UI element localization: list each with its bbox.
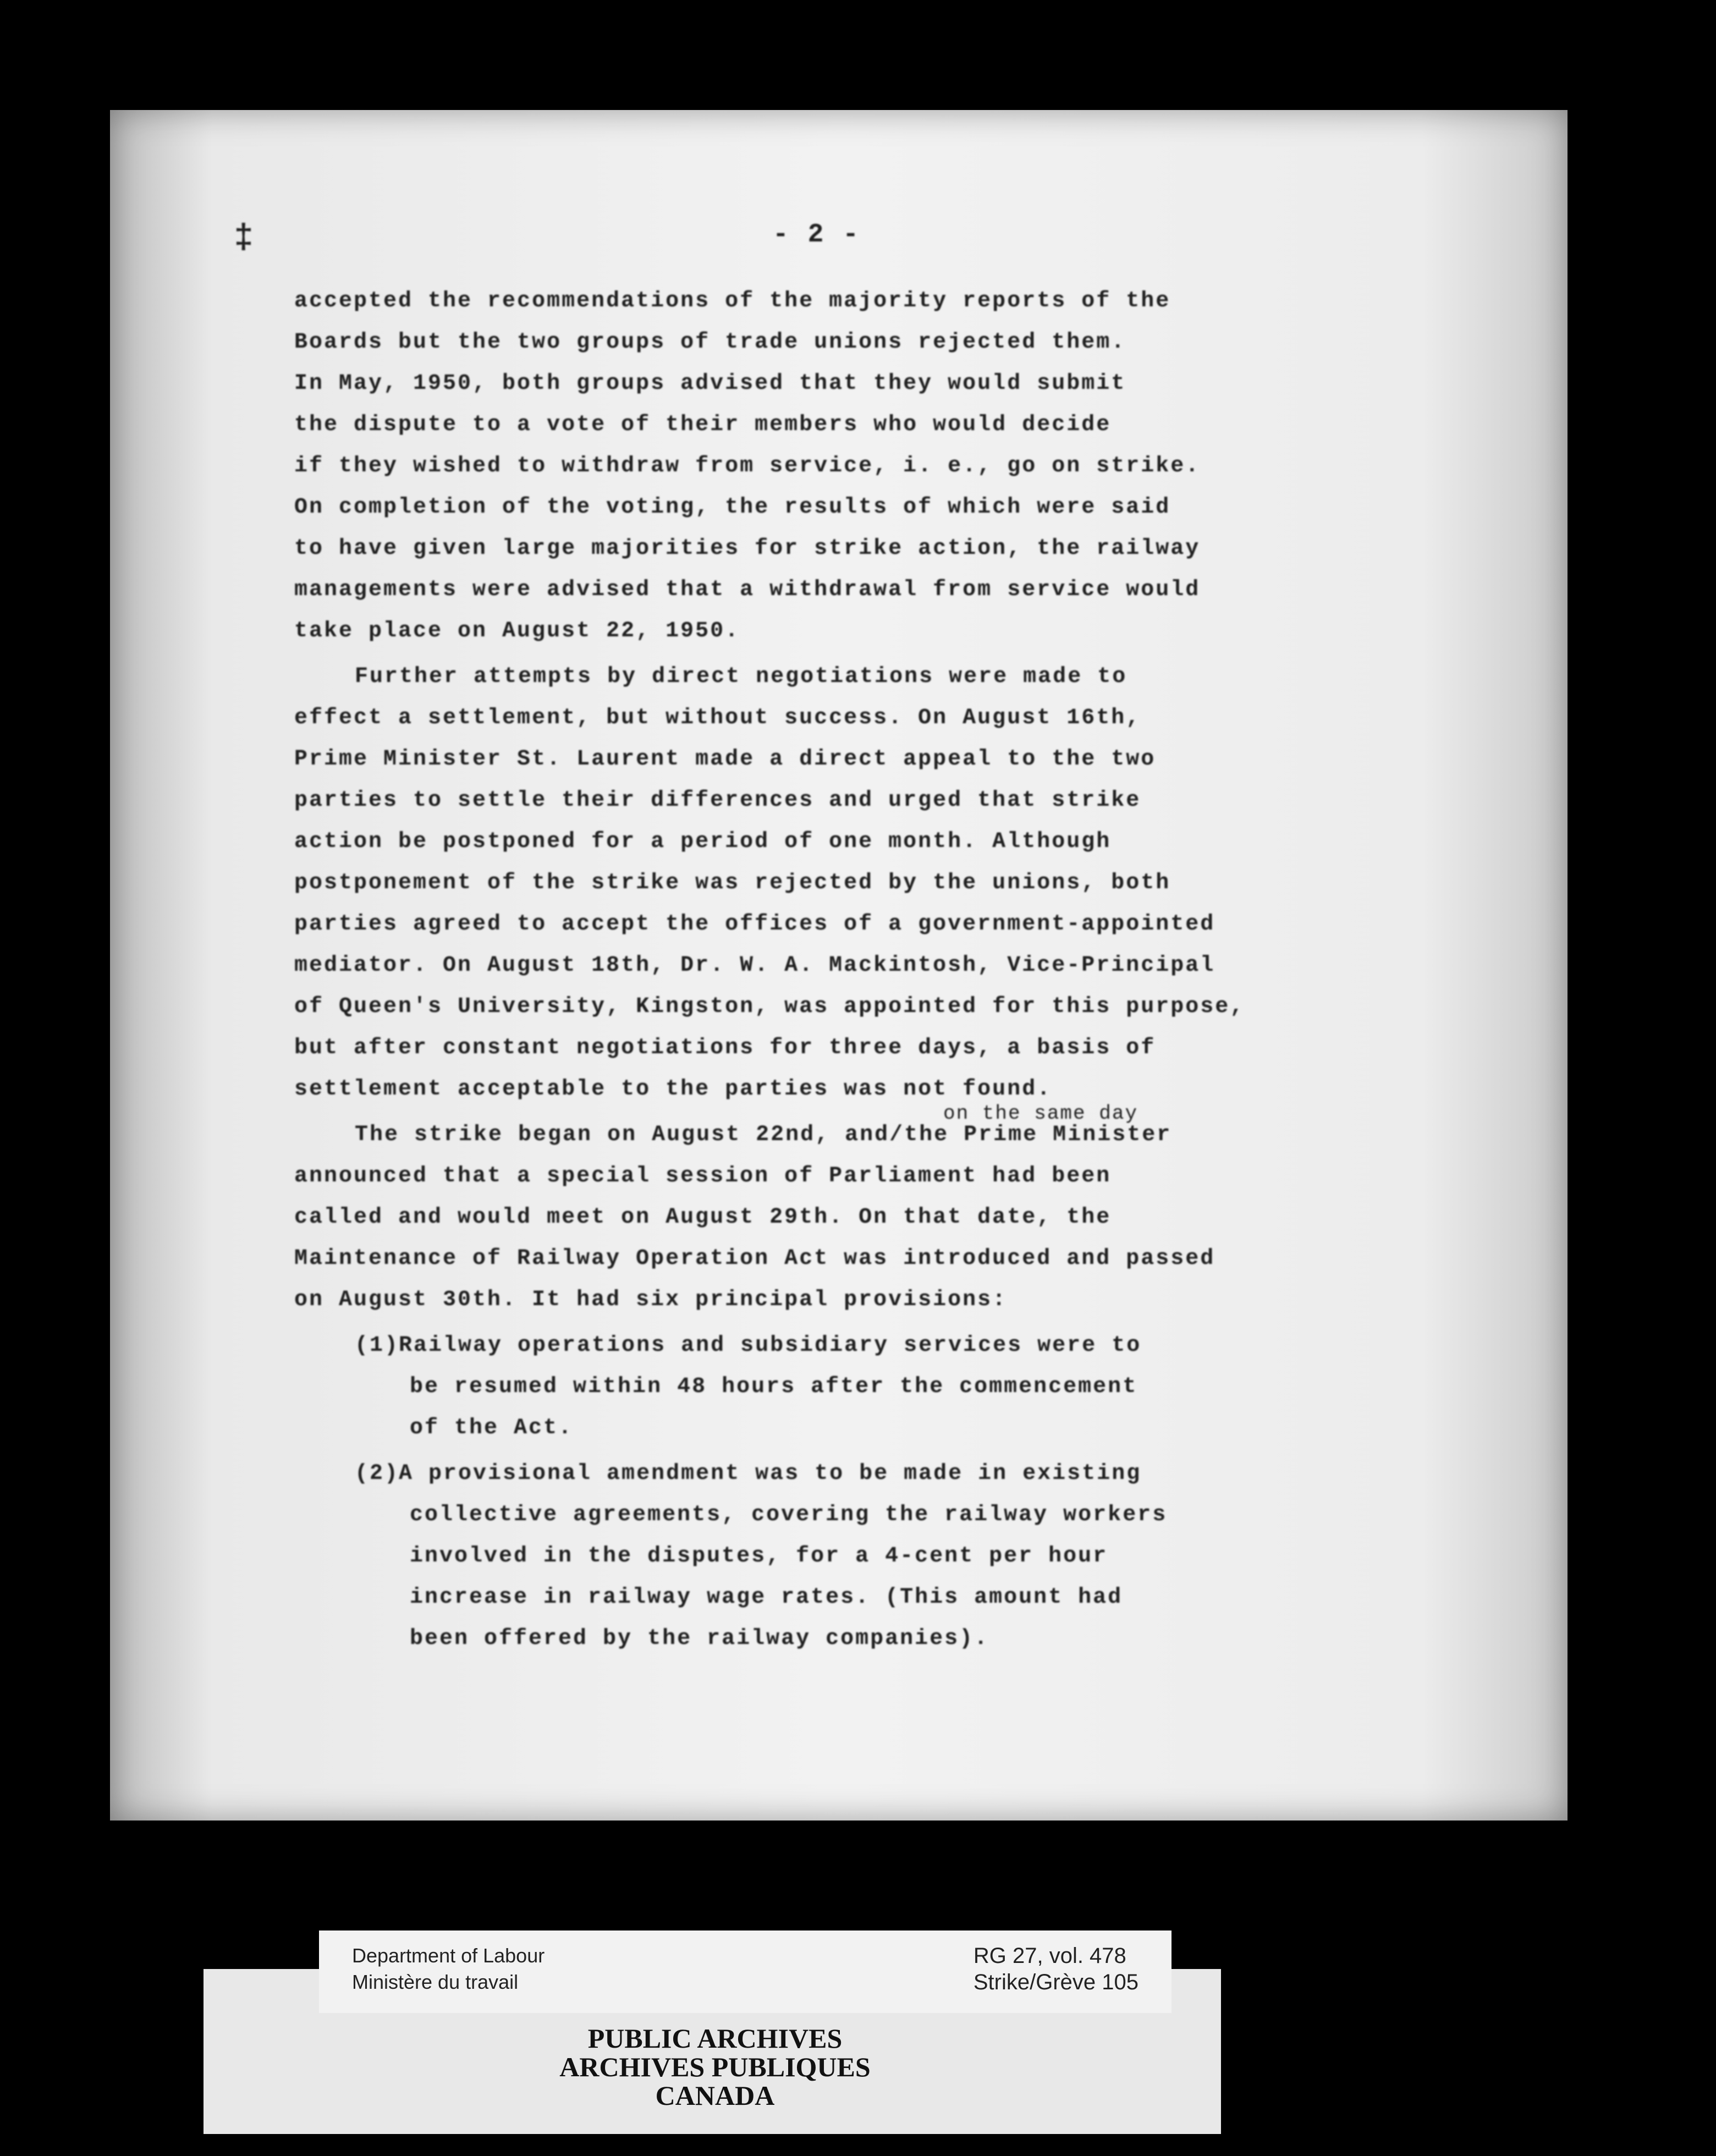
handwritten-insertion: on the same day xyxy=(943,1102,1138,1125)
stamp-line-country: CANADA xyxy=(655,2080,775,2111)
text-line: but after constant negotiations for three days, a basis of xyxy=(294,1036,1156,1060)
archive-label xyxy=(319,1931,1172,2013)
text-line: involved in the disputes, for a 4-cent per hour xyxy=(410,1544,1108,1569)
text-line: accepted the recommendations of the majority reports of the xyxy=(294,289,1171,314)
text-line: effect a settlement, but without success. On August 16th, xyxy=(294,706,1141,730)
text-line: Further attempts by direct negotiations were made to xyxy=(355,664,1128,689)
provision-text: Railway operations and subsidiary services were to xyxy=(399,1333,1142,1358)
strike-number: Strike/Grève 105 xyxy=(973,1970,1138,1994)
body-text xyxy=(294,280,1548,1659)
document-page xyxy=(110,110,1568,1821)
text-line xyxy=(294,1325,1548,1366)
text-line: mediator. On August 18th, Dr. W. A. Mackintosh, Vice-Principal xyxy=(294,953,1216,978)
provision-number: (2) xyxy=(355,1461,400,1486)
margin-mark: ‡ xyxy=(234,220,256,257)
text-line: increase in railway wage rates. (This amount had xyxy=(410,1585,1123,1610)
text-line: be resumed within 48 hours after the commencement xyxy=(410,1374,1138,1399)
paragraph-3 xyxy=(294,1102,1548,1321)
text-line: announced that a special session of Parliament had been xyxy=(294,1164,1112,1189)
text-line: to have given large majorities for strike action, the railway xyxy=(294,536,1201,561)
text-line: postponement of the strike was rejected by the unions, both xyxy=(294,871,1171,895)
text-line: called and would meet on August 29th. On that date, the xyxy=(294,1205,1112,1230)
text-line: of the Act. xyxy=(410,1416,574,1440)
record-group: RG 27, vol. 478 xyxy=(973,1944,1126,1968)
page-number: - 2 - xyxy=(773,220,861,250)
text-line: been offered by the railway companies). xyxy=(410,1626,989,1651)
provision-2 xyxy=(294,1453,1548,1659)
text-line: collective agreements, covering the railway workers xyxy=(410,1503,1168,1527)
provision-text: A provisional amendment was to be made in existing xyxy=(399,1461,1142,1486)
text-line: On completion of the voting, the results of which were said xyxy=(294,495,1171,520)
text-line: Maintenance of Railway Operation Act was introduced and passed xyxy=(294,1246,1216,1271)
text-line: take place on August 22, 1950. xyxy=(294,619,740,644)
department-en: Department of Labour xyxy=(352,1944,545,1967)
stamp-line-en: PUBLIC ARCHIVES xyxy=(587,2023,843,2054)
text-line: if they wished to withdraw from service, i. e., go on strike. xyxy=(294,454,1201,479)
department-fr: Ministère du travail xyxy=(352,1971,519,1993)
text-line xyxy=(294,1453,1548,1494)
text-line: The strike began on August 22nd, and/the Prime Minister xyxy=(355,1123,1172,1147)
text-line: In May, 1950, both groups advised that they would submit xyxy=(294,371,1126,396)
provision-1 xyxy=(294,1325,1548,1449)
text-line: on August 30th. It had six principal provisions: xyxy=(294,1288,1008,1312)
public-archives-stamp xyxy=(440,2024,990,2110)
text-line: managements were advised that a withdrawal from service would xyxy=(294,578,1201,602)
provision-number: (1) xyxy=(355,1333,400,1358)
stamp-line-fr: ARCHIVES PUBLIQUES xyxy=(559,2052,871,2082)
text-line: of Queen's University, Kingston, was appointed for this purpose, xyxy=(294,994,1245,1019)
text-line: Boards but the two groups of trade unions rejected them. xyxy=(294,330,1126,355)
paragraph-1 xyxy=(294,280,1548,652)
text-line: the dispute to a vote of their members who would decide xyxy=(294,413,1112,437)
text-line: settlement acceptable to the parties was not found. xyxy=(294,1077,1052,1102)
text-line: parties to settle their differences and urged that strike xyxy=(294,788,1141,813)
text-line: Prime Minister St. Laurent made a direct appeal to the two xyxy=(294,747,1156,772)
department-name xyxy=(352,1943,544,1995)
text-line: action be postponed for a period of one month. Although xyxy=(294,829,1112,854)
archive-reference xyxy=(974,1943,1138,1995)
text-line: parties agreed to accept the offices of a government-appointed xyxy=(294,912,1216,937)
paragraph-2 xyxy=(294,656,1548,1110)
